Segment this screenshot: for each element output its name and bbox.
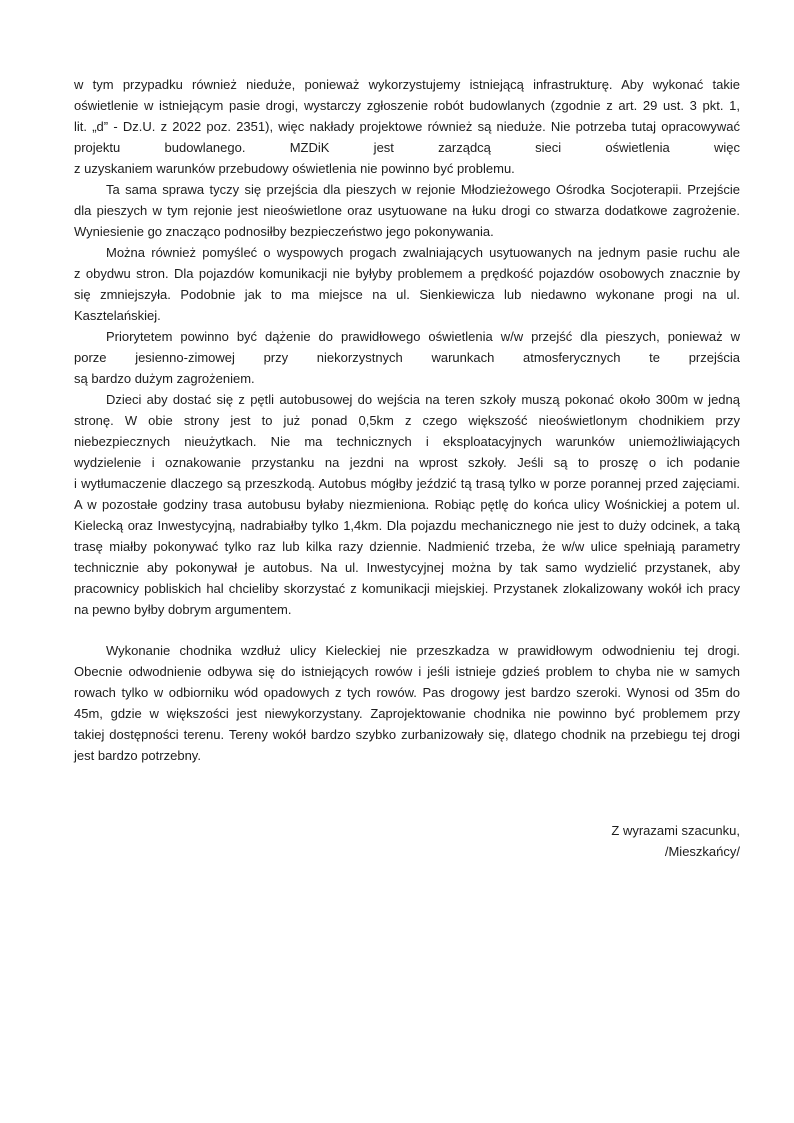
text-line: oświetlenie w istniejącym pasie drogi, wystarczy zgłoszenie robót budowlanych (zgodnie z art. 29 ust. 3 pkt. 1, [74,98,740,113]
paragraph [74,242,740,326]
paragraph [74,389,740,620]
text-line: technicznie aby pokonywał je autobus. Na ul. Inwestycyjnej można by tak samo wydzielić przystanek, aby [74,560,740,575]
paragraph [74,74,740,179]
text-line: Kielecką oraz Inwestycyjną, nadrabiałby tylko 1,4km. Dla pojazdu mechanicznego nie jest to duży odcinek, a taką [74,518,740,533]
text-line: Można również pomyśleć o wyspowych progach zwalniających usytuowanych na jednym pasie ruchu ale [106,245,740,260]
text-line: takiej dostępności terenu. Tereny wokół bardzo szybko zurbanizowały się, dlatego chodnik na przebiegu tej drogi [74,727,740,742]
document-body-text [74,74,740,862]
text-line: z uzyskaniem warunków przebudowy oświetlenia nie powinno być problemu. [74,161,515,176]
text-line: jest bardzo potrzebny. [74,748,201,763]
text-line: Priorytetem powinno być dążenie do prawidłowego oświetlenia w/w przejść dla pieszych, ponieważ w [106,329,740,344]
text-line: rowach tylko w odbiorniku wód opadowych z tych rowów. Pas drogowy jest bardzo szeroki. Wynosi od 35m do [74,685,740,700]
text-line: i wytłumaczenie dlaczego są przeszkodą. Autobus mógłby jeździć tą trasą tylko w porze porannej przed zajęciami. [74,476,740,491]
text-line: 45m, gdzie w większości jest niewykorzystany. Zaprojektowanie chodnika nie powinno być problemem przy [74,706,740,721]
text-line: A w pozostałe godziny trasa autobusu byłaby niezmieniona. Robiąc pętlę do końca ulicy Wośnickiej a potem ul. [74,497,740,512]
paragraph [74,179,740,242]
text-line: dla pieszych w tym rejonie jest nieoświetlone oraz usytuowane na łuku drogi co stwarza dodatkowe zagrożenie. [74,203,740,218]
closing-salutation: Z wyrazami szacunku, [611,823,740,838]
closing-signers: /Mieszkańcy/ [664,844,740,859]
paragraph [74,326,740,389]
text-line: pracownicy pobliskich hal chcieliby skorzystać z komunikacji miejskiej. Przystanek zlokalizowany wokół ich pracy [74,581,740,596]
text-line: trasę miałby pokonywać tylko raz lub kilka razy dziennie. Nadmienić trzeba, że w/w ulice spełniają parametry [74,539,740,554]
text-line: wydzielenie i oznakowanie przystanku na jezdni na wprost szkoły. Jeśli są to proszę o ich podanie [74,455,740,470]
text-line: Dzieci aby dostać się z pętli autobusowej do wejścia na teren szkoły muszą pokonać około 300m w jedną [106,392,740,407]
text-line: z obydwu stron. Dla pojazdów komunikacji nie byłyby problemem a prędkość pojazdów osobowych znacznie by [74,266,740,281]
text-line: porze jesienno-zimowej przy niekorzystnych warunkach atmosferycznych te przejścia [74,350,740,365]
text-line: Wyniesienie go znacząco podnosiłby bezpieczeństwo jego pokonywania. [74,224,494,239]
text-line: w tym przypadku również nieduże, ponieważ wykorzystujemy istniejącą infrastrukturę. Aby wykonać takie [74,77,740,92]
text-line: stronę. W obie strony jest to już ponad 0,5km z czego większość nieoświetlonym chodnikiem przy [74,413,740,428]
text-line: Ta sama sprawa tyczy się przejścia dla pieszych w rejonie Młodzieżowego Ośrodka Socjoterapii. Przejście [106,182,740,197]
text-line: są bardzo dużym zagrożeniem. [74,371,255,386]
text-line: projektu budowlanego. MZDiK jest zarządcą sieci oświetlenia więc [74,140,740,155]
paragraphs-container [74,74,740,766]
text-line: Wykonanie chodnika wzdłuż ulicy Kieleckiej nie przeszkadza w prawidłowym odwodnieniu tej drogi. [106,643,740,658]
closing-signature [74,820,740,862]
text-line: Obecnie odwodnienie odbywa się do istniejących rowów i jeśli istnieje gdzieś problem to chyba nie w samych [74,664,740,679]
text-line: się zmniejszyła. Podobnie jak to ma miejsce na ul. Sienkiewicza lub niedawno wykonane progi na ul. [74,287,740,302]
text-line: niebezpiecznych nieużytkach. Nie ma technicznych i eksploatacyjnych warunków uniemożliwiających [74,434,740,449]
text-line: Kasztelańskiej. [74,308,161,323]
text-line: na pewno byłby dobrym argumentem. [74,602,292,617]
text-line: lit. „d” - Dz.U. z 2022 poz. 2351), więc nakłady projektowe również są nieduże. Nie potrzeba tutaj opracowywać [74,119,740,134]
paragraph [74,640,740,766]
